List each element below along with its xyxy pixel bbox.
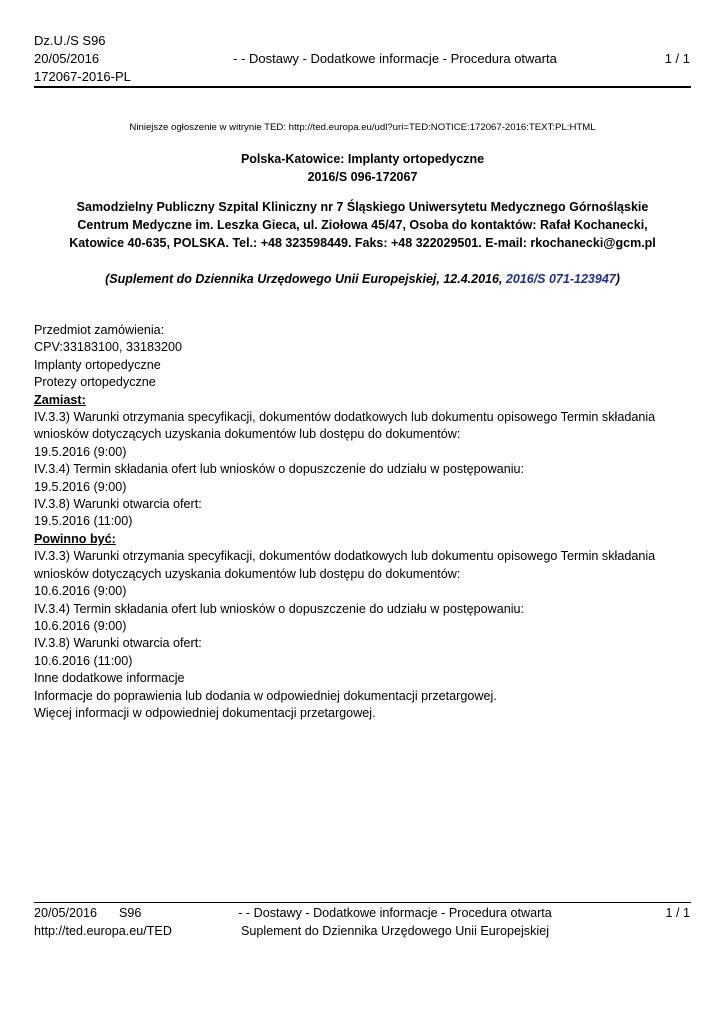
instead-heading: Zamiast: xyxy=(34,392,86,407)
should-be-iv34-label: IV.3.4) Termin składania ofert lub wniosków o dopuszczenie do udziału w postępowaniu: xyxy=(34,601,525,616)
should-be-iv38-label: IV.3.8) Warunki otwarcia ofert: xyxy=(34,636,202,651)
footer-supplement: Suplement do Dziennika Urzędowego Unii Europejskiej xyxy=(240,924,549,938)
footer-divider xyxy=(34,902,691,903)
authority-line-1: Samodzielny Publiczny Szpital Kliniczny nr 7 Śląskiego Uniwersytetu Medycznego Górnośląskie xyxy=(76,200,649,214)
journal-reference: Dz.U./S S96 xyxy=(34,33,106,48)
other-info-heading: Inne dodatkowe informacje xyxy=(34,671,185,686)
supplement-reference xyxy=(34,270,691,288)
other-info-text: Informacje do poprawienia lub dodania w odpowiedniej dokumentacji przetargowej. xyxy=(34,688,497,703)
supplement-suffix: ) xyxy=(615,272,620,286)
instead-iv33-value: 19.5.2016 (9:00) xyxy=(34,444,127,459)
cpv-codes: CPV:33183100, 33183200 xyxy=(34,340,182,355)
instead-iv33-label-line1: IV.3.3) Warunki otrzymania specyfikacji, dokumentów dodatkowych lub dokumentu opisowego Termin składania xyxy=(34,410,656,425)
header-divider xyxy=(34,86,691,88)
publication-date: 20/05/2016 xyxy=(34,51,100,66)
supplement-prefix: (Suplement do Dziennika Urzędowego Unii Europejskiej, 12.4.2016, xyxy=(105,272,506,286)
should-be-iv33-label-line1: IV.3.3) Warunki otrzymania specyfikacji, dokumentów dodatkowych lub dokumentu opisowego Termin składania xyxy=(34,549,656,564)
should-be-heading: Powinno być: xyxy=(34,531,116,546)
subject-label: Przedmiot zamówienia: xyxy=(34,323,165,337)
notice-number: 172067-2016-PL xyxy=(34,69,131,84)
subject-item: Protezy ortopedyczne xyxy=(34,375,156,390)
should-be-iv38-value: 10.6.2016 (11:00) xyxy=(34,653,133,668)
authority-line-3: Katowice 40-635, POLSKA. Tel.: +48 323598449. Faks: +48 322029501. E-mail: rkochanecki@gcm.pl xyxy=(69,236,656,250)
header-page-number: 1 / 1 xyxy=(664,51,690,66)
footer-description xyxy=(200,904,590,940)
should-be-iv33-label-line2: wniosków dotyczących uzyskania dokumentów lub dostępu do dokumentów: xyxy=(34,566,461,581)
ted-notice-link[interactable]: Niniejsze ogłoszenie w witrynie TED: http://ted.europa.eu/udl?uri=TED:NOTICE:172067-2016:TEXT:PL:HTML xyxy=(129,122,596,133)
footer-page-number: 1 / 1 xyxy=(665,906,690,920)
footer-date: 20/05/2016 xyxy=(34,906,98,920)
page-title xyxy=(34,150,691,186)
instead-iv33-label-line2: wniosków dotyczących uzyskania dokumentów lub dostępu do dokumentów: xyxy=(34,427,461,442)
header-notice-type: - - Dostawy - Dodatkowe informacje - Procedura otwarta xyxy=(233,51,557,66)
footer-series: S96 xyxy=(119,906,142,920)
instead-iv38-label: IV.3.8) Warunki otwarcia ofert: xyxy=(34,497,202,512)
footer-notice-type: - - Dostawy - Dodatkowe informacje - Procedura otwarta xyxy=(238,906,552,920)
should-be-iv34-value: 10.6.2016 (9:00) xyxy=(34,618,127,633)
other-info-text: Więcej informacji w odpowiedniej dokumentacji przetargowej. xyxy=(34,705,376,720)
should-be-iv33-value: 10.6.2016 (9:00) xyxy=(34,584,127,599)
title-notice-id: 2016/S 096-172067 xyxy=(307,170,418,184)
title-location-subject: Polska-Katowice: Implanty ortopedyczne xyxy=(240,152,485,166)
footer-url[interactable]: http://ted.europa.eu/TED xyxy=(34,924,172,938)
original-notice-link[interactable]: 2016/S 071-123947 xyxy=(505,272,616,286)
header-reference xyxy=(34,32,131,86)
instead-iv34-value: 19.5.2016 (9:00) xyxy=(34,479,127,494)
instead-iv38-value: 19.5.2016 (11:00) xyxy=(34,514,133,529)
notice-body xyxy=(34,322,674,722)
instead-iv34-label: IV.3.4) Termin składania ofert lub wniosków o dopuszczenie do udziału w postępowaniu: xyxy=(34,462,525,477)
subject-item: Implanty ortopedyczne xyxy=(34,357,161,372)
footer-reference xyxy=(34,904,172,940)
authority-line-2: Centrum Medyczne im. Leszka Gieca, ul. Ziołowa 45/47, Osoba do kontaktów: Rafał Kochanecki, xyxy=(77,218,648,232)
contracting-authority xyxy=(34,198,691,252)
